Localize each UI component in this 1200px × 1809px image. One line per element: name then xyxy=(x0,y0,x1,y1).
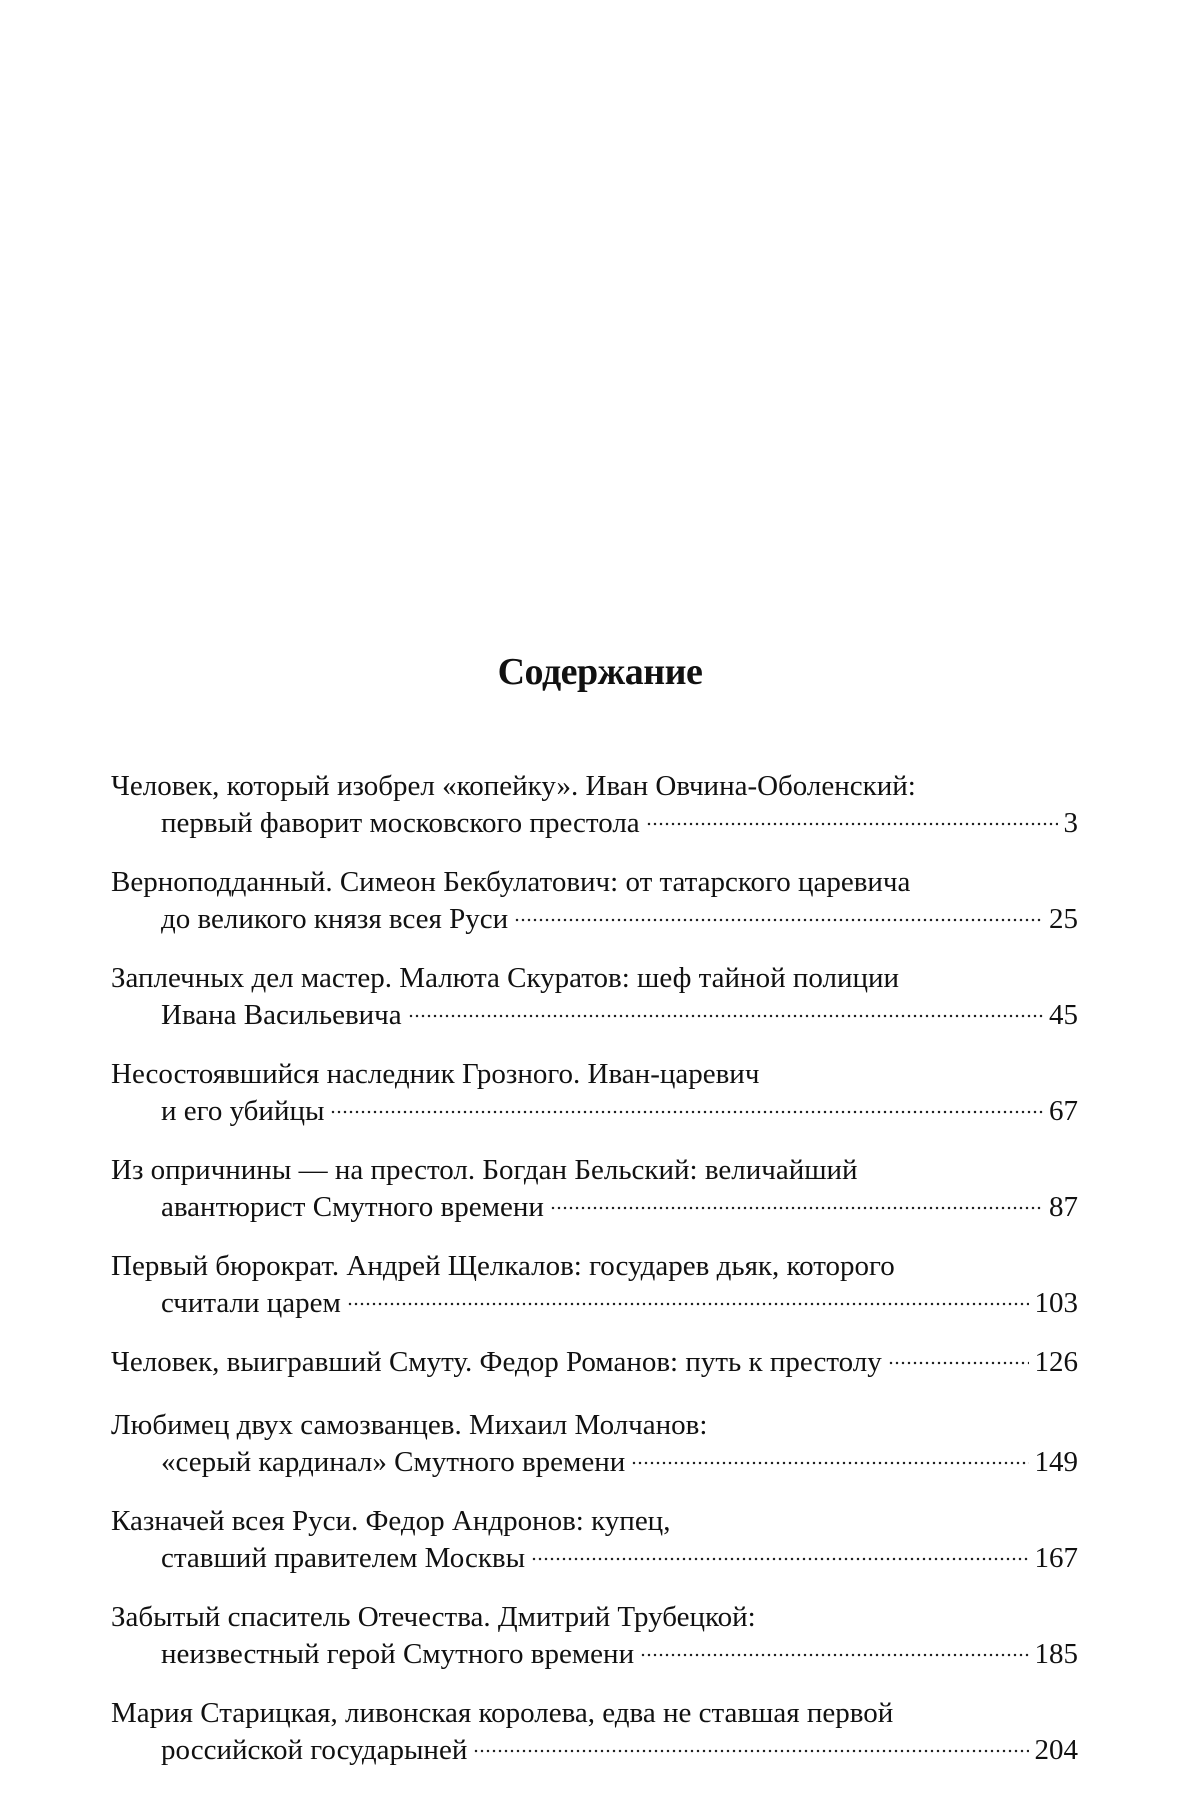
toc-entry-continuation xyxy=(111,1636,1078,1673)
toc-entry xyxy=(111,1344,1078,1381)
toc-entry-subtitle: авантюрист Смутного времени xyxy=(161,1191,544,1223)
page-number: 3 xyxy=(1063,807,1078,839)
toc-entry xyxy=(111,768,1078,842)
dot-leader xyxy=(347,1302,1029,1306)
toc-entry-subtitle: «серый кардинал» Смутного времени xyxy=(161,1446,626,1478)
toc-entry-continuation xyxy=(111,1444,1078,1481)
page-number: 149 xyxy=(1034,1446,1078,1478)
page-number: 185 xyxy=(1034,1638,1078,1670)
toc-entry xyxy=(111,960,1078,1034)
dot-leader xyxy=(646,822,1058,826)
toc-entry-continuation xyxy=(111,805,1078,842)
toc-entry-continuation xyxy=(111,1540,1078,1577)
page-number: 67 xyxy=(1049,1095,1078,1127)
toc-entry xyxy=(111,1056,1078,1130)
page-title: Содержание xyxy=(497,651,703,693)
toc-entry-subtitle: ставший правителем Москвы xyxy=(161,1542,526,1574)
toc-entry xyxy=(111,1152,1078,1226)
toc-entry-subtitle: считали царем xyxy=(161,1287,341,1319)
page-number: 204 xyxy=(1034,1734,1078,1766)
toc-entry-title: Несостоявшийся наследник Грозного. Иван-царевич xyxy=(111,1058,760,1090)
toc-entry-subtitle: и его убийцы xyxy=(161,1095,325,1127)
toc-entry-title: Из опричнины — на престол. Богдан Бельский: величайший xyxy=(111,1154,858,1186)
table-of-contents xyxy=(111,768,1078,1791)
toc-entry-subtitle: Ивана Васильевича xyxy=(161,999,402,1031)
toc-entry-title: Любимец двух самозванцев. Михаил Молчанов: xyxy=(111,1409,708,1441)
dot-leader xyxy=(330,1110,1043,1114)
toc-entry-title: Человек, который изобрел «копейку». Иван Овчина-Оболенский: xyxy=(111,770,916,802)
toc-entry-continuation xyxy=(111,1732,1078,1769)
toc-entry-continuation xyxy=(111,1189,1078,1226)
page-number: 167 xyxy=(1034,1542,1078,1574)
toc-entry xyxy=(111,1248,1078,1322)
toc-entry-row xyxy=(111,1344,1078,1381)
toc-entry xyxy=(111,1407,1078,1481)
toc-entry xyxy=(111,1599,1078,1673)
toc-entry-subtitle: неизвестный герой Смутного времени xyxy=(161,1638,635,1670)
toc-entry-continuation xyxy=(111,997,1078,1034)
toc-entry-subtitle: первый фаворит московского престола xyxy=(161,807,640,839)
toc-entry-subtitle: российской государыней xyxy=(161,1734,468,1766)
page-number: 45 xyxy=(1049,999,1078,1031)
toc-entry-title: Верноподданный. Симеон Бекбулатович: от татарского царевича xyxy=(111,866,911,898)
toc-entry xyxy=(111,864,1078,938)
toc-entry xyxy=(111,1695,1078,1769)
toc-entry-continuation xyxy=(111,1093,1078,1130)
dot-leader xyxy=(531,1557,1028,1561)
toc-entry-title: Мария Старицкая, ливонская королева, едва не ставшая первой xyxy=(111,1697,894,1729)
dot-leader xyxy=(408,1014,1043,1018)
page-number: 25 xyxy=(1049,903,1078,935)
dot-leader xyxy=(631,1461,1028,1465)
page-number: 87 xyxy=(1049,1191,1078,1223)
toc-entry-title: Человек, выигравший Смуту. Федор Романов: путь к престолу xyxy=(111,1346,882,1378)
toc-entry-title: Первый бюрократ. Андрей Щелкалов: государев дьяк, которого xyxy=(111,1250,895,1282)
dot-leader xyxy=(888,1361,1029,1365)
toc-entry xyxy=(111,1503,1078,1577)
dot-leader xyxy=(473,1749,1028,1753)
dot-leader xyxy=(514,918,1043,922)
toc-entry-title: Заплечных дел мастер. Малюта Скуратов: шеф тайной полиции xyxy=(111,962,900,994)
page-number: 103 xyxy=(1034,1287,1078,1319)
dot-leader xyxy=(640,1653,1028,1657)
toc-entry-continuation xyxy=(111,901,1078,938)
page-number: 126 xyxy=(1034,1346,1078,1378)
dot-leader xyxy=(550,1206,1043,1210)
toc-entry-continuation xyxy=(111,1285,1078,1322)
toc-entry-title: Забытый спаситель Отечества. Дмитрий Трубецкой: xyxy=(111,1601,756,1633)
toc-entry-title: Казначей всея Руси. Федор Андронов: купец, xyxy=(111,1505,671,1537)
toc-entry-subtitle: до великого князя всея Руси xyxy=(161,903,509,935)
